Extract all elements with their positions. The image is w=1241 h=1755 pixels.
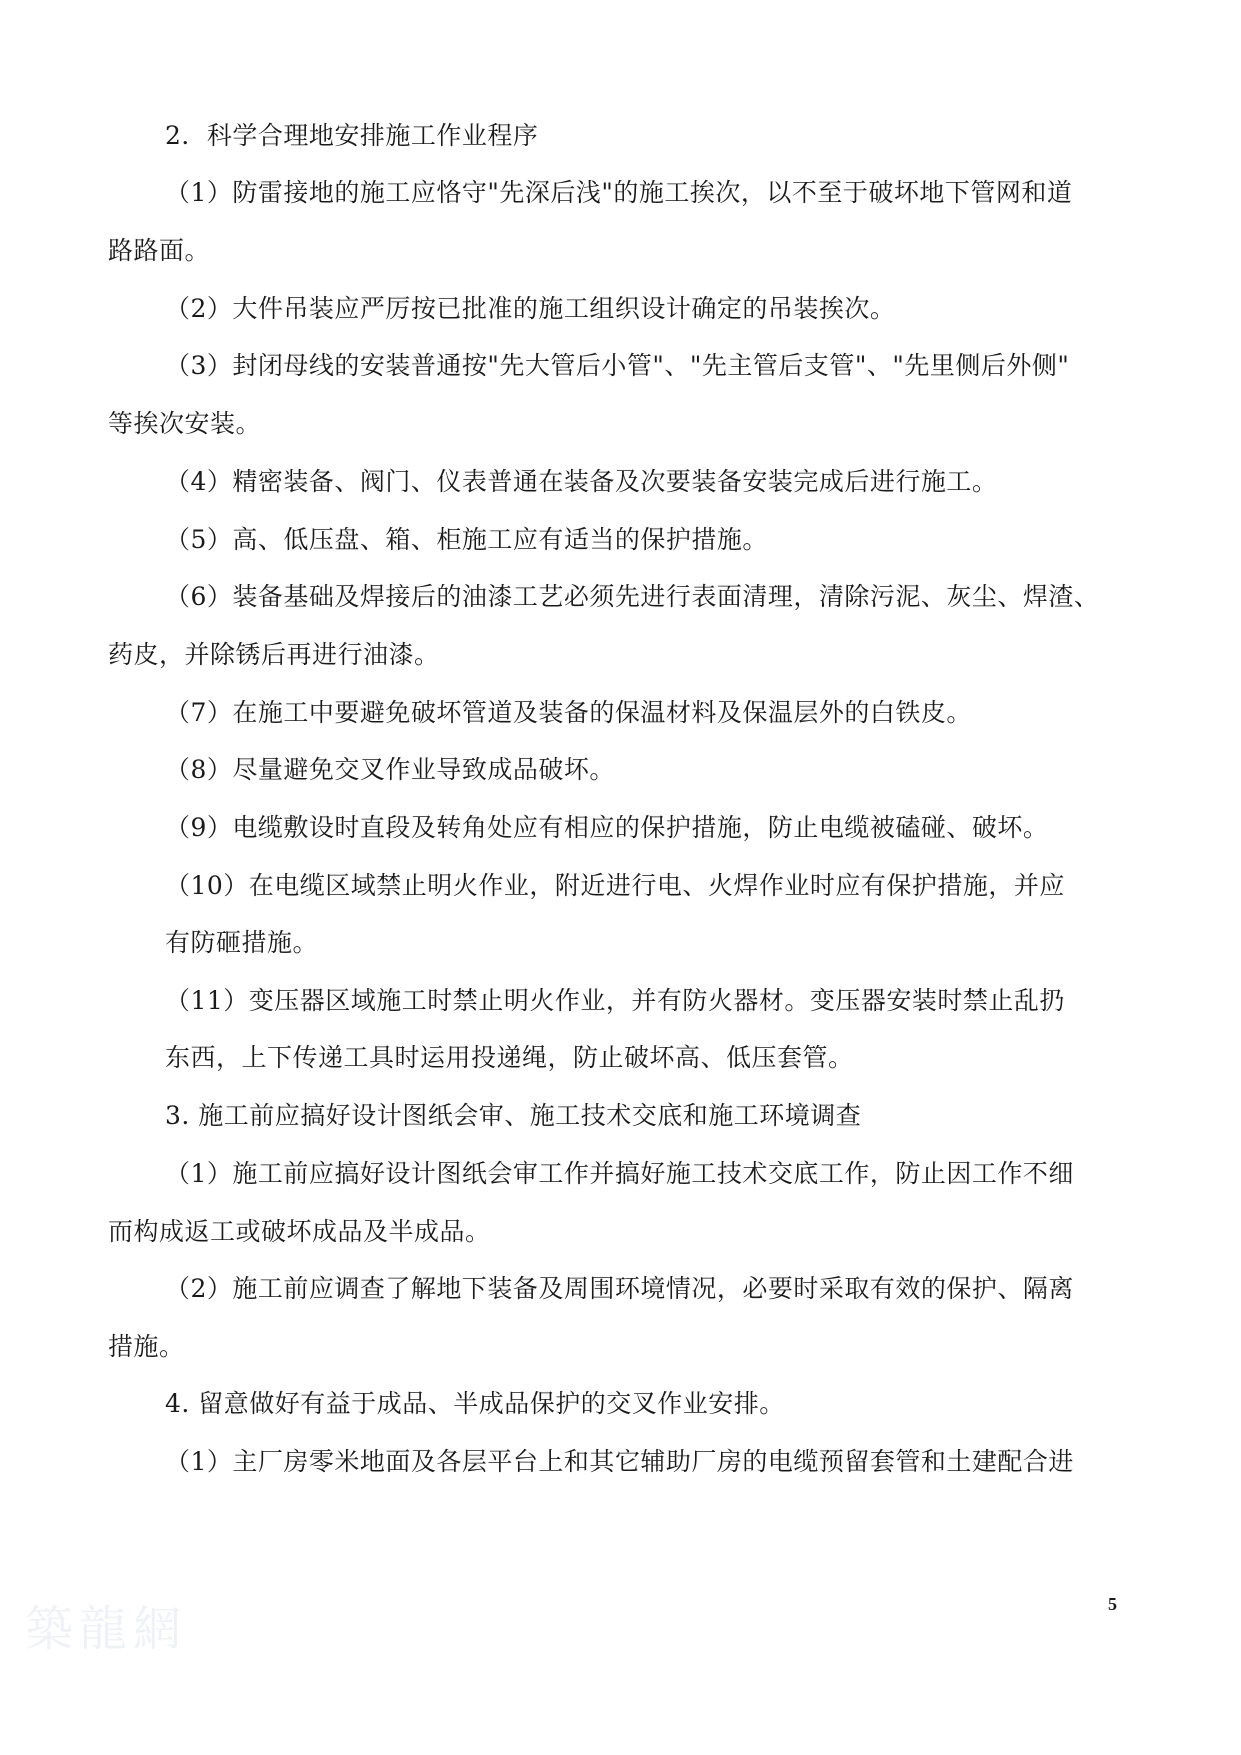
- text-line-23: 4. 留意做好有益于成品、半成品保护的交叉作业安排。: [165, 1389, 785, 1418]
- text-line-12: （8）尽量避免交叉作业导致成品破坏。: [165, 755, 615, 784]
- text-line-8: （5）高、低压盘、箱、柜施工应有适当的保护措施。: [165, 525, 768, 554]
- watermark-logo: 築龍網: [25, 1601, 188, 1657]
- text-line-7: （4）精密装备、阀门、仪表普通在装备及次要装备安装完成后进行施工。: [165, 467, 998, 496]
- text-line-22: 措施。: [108, 1332, 185, 1361]
- text-line-19: （1）施工前应搞好设计图纸会审工作并搞好施工技术交底工作，防止因工作不细: [165, 1159, 1074, 1188]
- text-line-9: （6）装备基础及焊接后的油漆工艺必须先进行表面清理，清除污泥、灰尘、焊渣、: [165, 582, 1100, 611]
- text-line-15: 有防砸措施。: [165, 928, 319, 957]
- text-line-18: 3. 施工前应搞好设计图纸会审、施工技术交底和施工环境调查: [165, 1101, 862, 1130]
- text-line-2: （1）防雷接地的施工应恪守"先深后浅"的施工挨次，以不至于破坏地下管网和道: [165, 178, 1073, 207]
- page-number: 5: [1108, 1594, 1117, 1614]
- text-line-14: （10）在电缆区域禁止明火作业，附近进行电、火焊作业时应有保护措施，并应: [165, 871, 1065, 900]
- text-line-24: （1）主厂房零米地面及各层平台上和其它辅助厂房的电缆预留套管和土建配合进: [165, 1447, 1074, 1476]
- text-line-10: 药皮，并除锈后再进行油漆。: [108, 640, 440, 669]
- text-line-1: 2．科学合理地安排施工作业程序: [165, 121, 539, 150]
- text-line-20: 而构成返工或破坏成品及半成品。: [108, 1217, 491, 1246]
- text-line-6: 等挨次安装。: [108, 409, 262, 438]
- text-line-4: （2）大件吊装应严厉按已批准的施工组织设计确定的吊装挨次。: [165, 294, 896, 323]
- text-line-17: 东西，上下传递工具时运用投递绳，防止破坏高、低压套管。: [165, 1043, 854, 1072]
- text-line-11: （7）在施工中要避免破坏管道及装备的保温材料及保温层外的白铁皮。: [165, 698, 972, 727]
- text-line-16: （11）变压器区域施工时禁止明火作业，并有防火器材。变压器安装时禁止乱扔: [165, 986, 1065, 1015]
- text-line-3: 路路面。: [108, 236, 211, 265]
- text-line-5: （3）封闭母线的安装普通按"先大管后小管"、"先主管后支管"、"先里侧后外侧": [165, 351, 1070, 380]
- text-line-13: （9）电缆敷设时直段及转角处应有相应的保护措施，防止电缆被磕碰、破坏。: [165, 813, 1049, 842]
- text-line-21: （2）施工前应调查了解地下装备及周围环境情况，必要时采取有效的保护、隔离: [165, 1274, 1074, 1303]
